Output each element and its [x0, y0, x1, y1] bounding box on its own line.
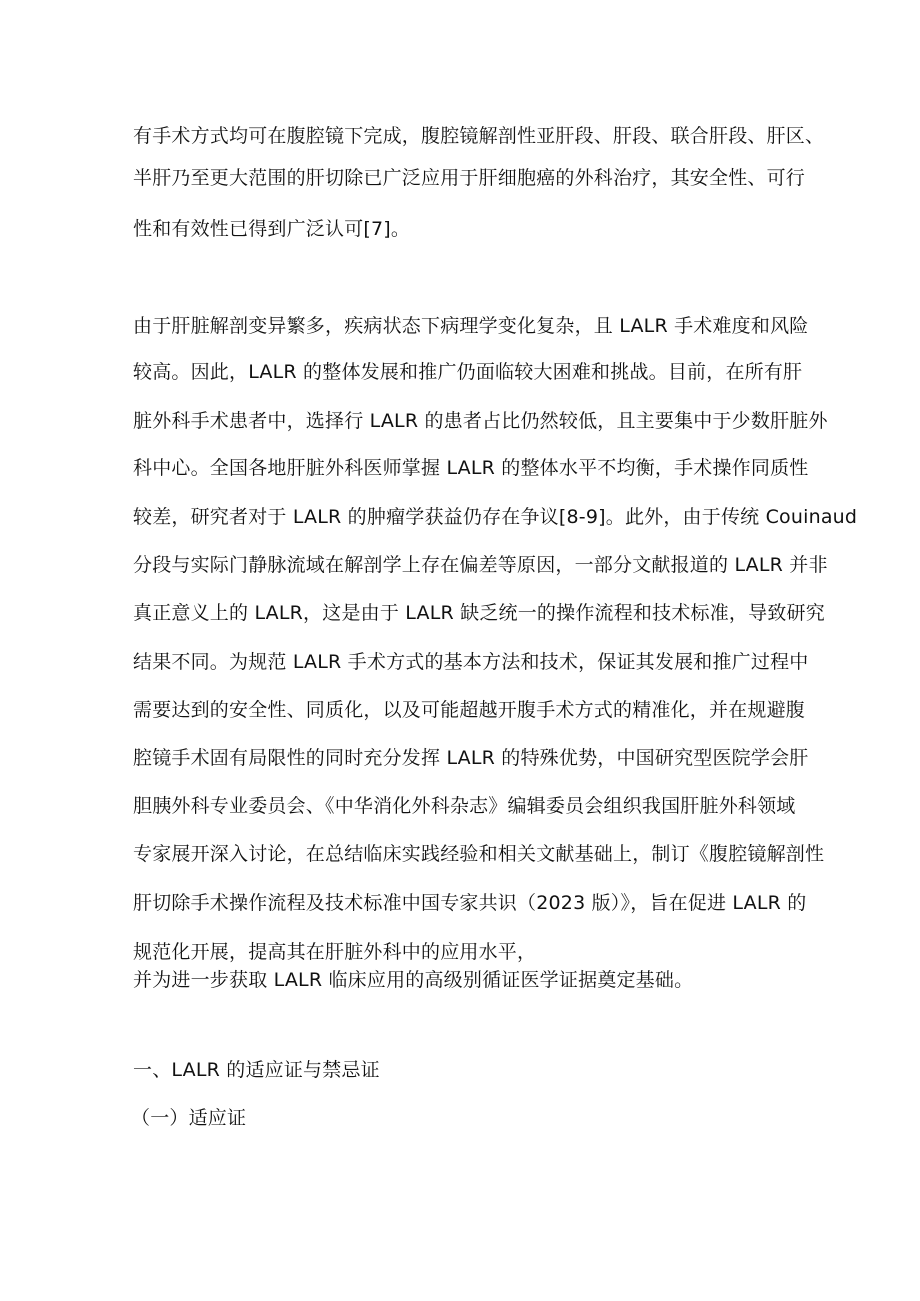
paragraph-2-line-14: 规范化开展，提高其在肝脏外科中的应用水平， [133, 941, 537, 963]
paragraph-2-line-12: 专家展开深入讨论，在总结临床实践经验和相关文献基础上，制订《腹腔镜解剖性 [133, 843, 825, 865]
paragraph-1-line-2: 半肝乃至更大范围的肝切除已广泛应用于肝细胞癌的外科治疗，其安全性、可行 [133, 167, 806, 189]
paragraph-2-line-3: 脏外科手术患者中，选择行 LALR 的患者占比仍然较低，且主要集中于少数肝脏外 [133, 410, 828, 432]
paragraph-2-line-2: 较高。因此，LALR 的整体发展和推广仍面临较大困难和挑战。目前，在所有肝 [133, 361, 803, 383]
paragraph-2-line-11: 胆胰外科专业委员会、《中华消化外科杂志》编辑委员会组织我国肝脏外科领域 [133, 795, 796, 817]
paragraph-1-line-1: 有手术方式均可在腹腔镜下完成，腹腔镜解剖性亚肝段、肝段、联合肝段、肝区、 [133, 125, 825, 147]
paragraph-2-line-15: 并为进一步获取 LALR 临床应用的高级别循证医学证据奠定基础。 [133, 969, 694, 991]
paragraph-2-line-4: 科中心。全国各地肝脏外科医师掌握 LALR 的整体水平不均衡，手术操作同质性 [133, 457, 809, 479]
paragraph-2-line-6: 分段与实际门静脉流域在解剖学上存在偏差等原因，一部分文献报道的 LALR 并非 [133, 554, 828, 576]
paragraph-2-line-13: 肝切除手术操作流程及技术标准中国专家共识（2023 版）》，旨在促进 LALR 的 [133, 892, 807, 914]
paragraph-2-line-7: 真正意义上的 LALR，这是由于 LALR 缺乏统一的操作流程和技术标准，导致研究 [133, 602, 825, 624]
paragraph-2-line-10: 腔镜手术固有局限性的同时充分发挥 LALR 的特殊优势，中国研究型医院学会肝 [133, 747, 809, 769]
paragraph-2-line-9: 需要达到的安全性、同质化，以及可能超越开腹手术方式的精准化，并在规避腹 [133, 699, 806, 721]
paragraph-2-line-1: 由于肝脏解剖变异繁多，疾病状态下病理学变化复杂，且 LALR 手术难度和风险 [133, 315, 809, 337]
paragraph-2-line-8: 结果不同。为规范 LALR 手术方式的基本方法和技术，保证其发展和推广过程中 [133, 651, 809, 673]
section-heading-1: 一、LALR 的适应证与禁忌证 [133, 1059, 380, 1081]
section-heading-2: （一）适应证 [131, 1107, 247, 1129]
paragraph-2-line-5: 较差，研究者对于 LALR 的肿瘤学获益仍存在争议[8-9]。此外，由于传统 Couinaud [133, 506, 858, 528]
paragraph-1-line-3: 性和有效性已得到广泛认可[7]。 [133, 218, 411, 240]
